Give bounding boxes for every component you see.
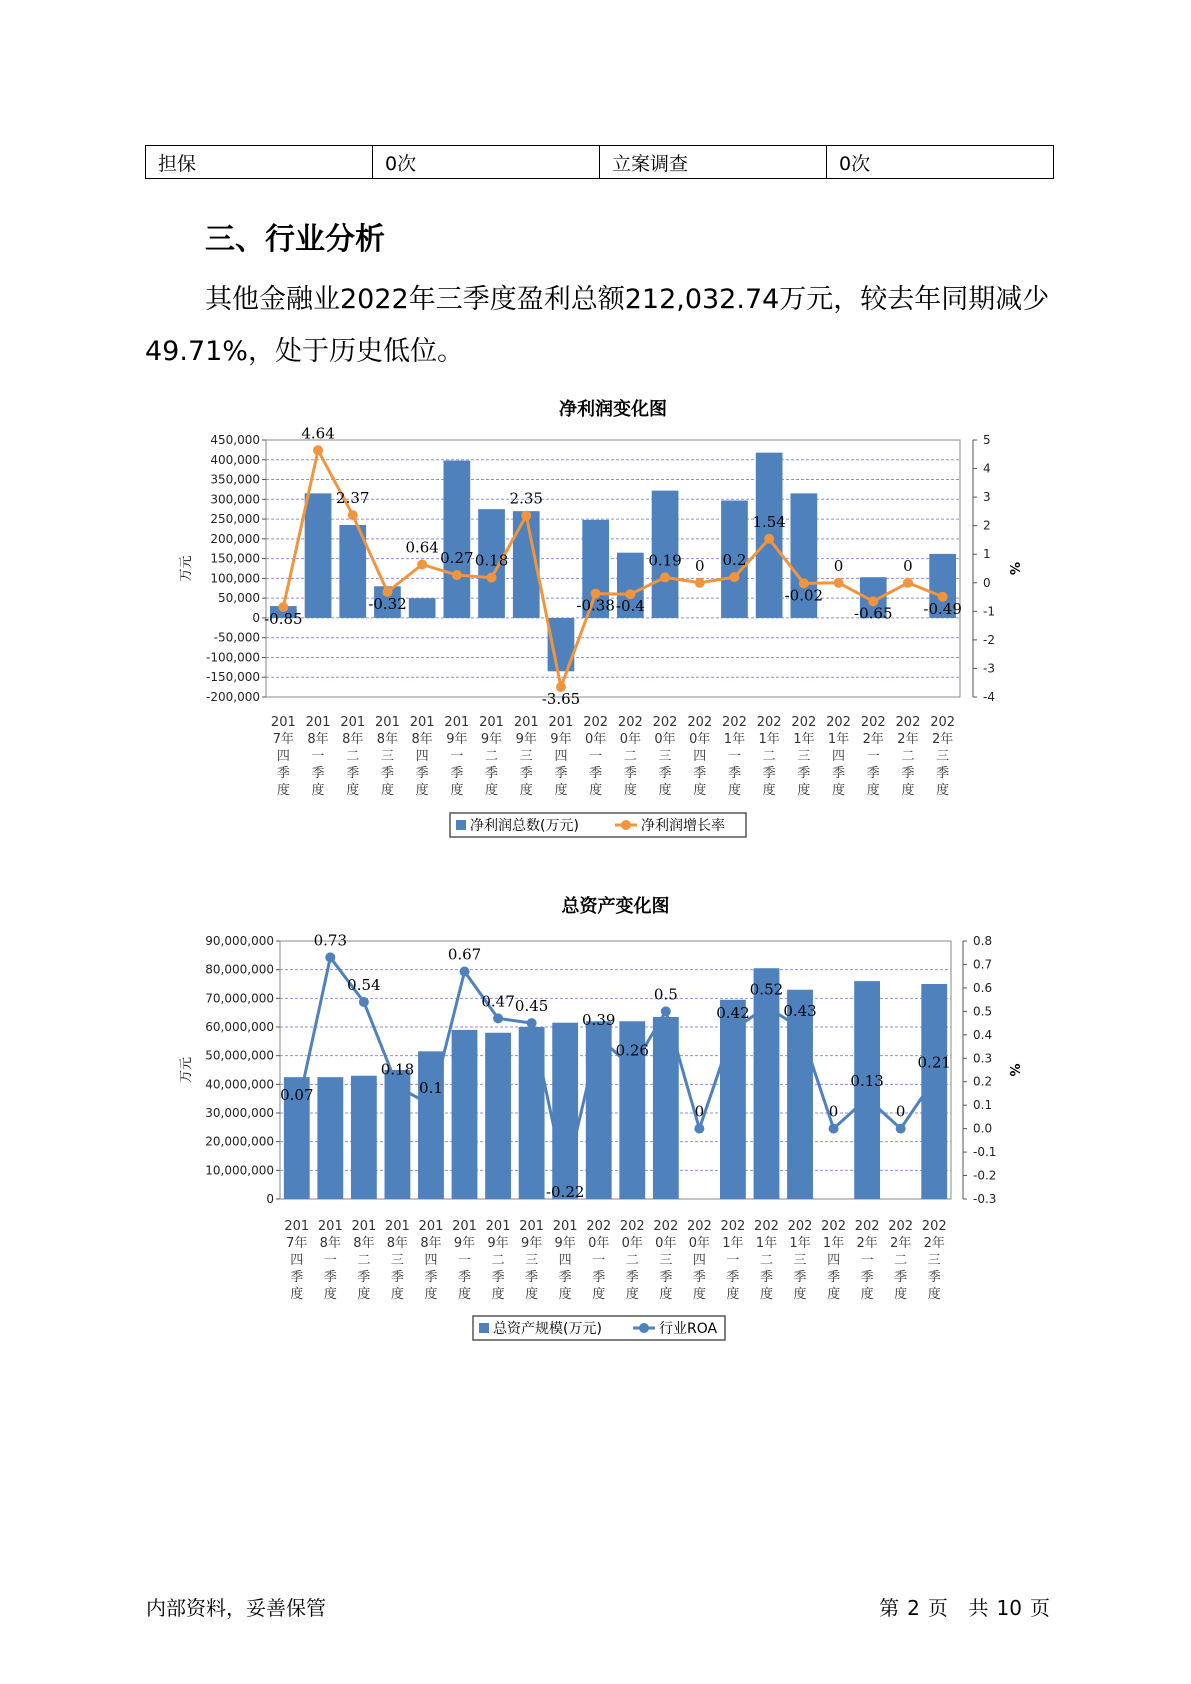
x-tick-label: 201 8年二季度 [351,1219,377,1302]
x-tick-label: 202 2年一季度 [860,715,886,798]
data-label: -0.4 [615,597,645,616]
y-tick-label: -150,000 [206,670,260,685]
x-tick-label: 201 9年三季度 [513,715,539,798]
table-cell: 0次 [373,146,600,179]
section-title: 三、行业分析 [205,222,385,257]
y2-tick-label: 0.1 [973,1098,993,1113]
data-label: 0.2 [722,551,747,570]
data-point [460,966,470,976]
data-label: 0.18 [380,1060,415,1079]
x-tick-label: 201 9年一季度 [452,1219,477,1302]
data-label: 0.13 [850,1072,884,1091]
x-tick-label: 202 1年二季度 [754,1219,779,1302]
y2-tick-label: 0.8 [973,934,993,948]
y-tick-label: 10,000,000 [205,1163,274,1178]
y2-tick-label: 0.6 [973,980,993,995]
x-tick-label: 202 1年四季度 [826,715,851,798]
y2-tick-label: 2 [983,518,991,533]
x-tick-label: 202 0年一季度 [583,715,609,798]
y-tick-label: -200,000 [206,690,260,704]
x-tick-label: 201 8年一季度 [305,715,331,798]
data-label: -0.38 [576,596,615,615]
y2-tick-label: 0 [983,575,991,590]
legend-line-label: 行业ROA [659,1321,718,1337]
x-tick-label: 202 2年一季度 [854,1219,880,1302]
data-label: 0.39 [582,1011,616,1030]
data-label: 0.18 [474,551,509,570]
chart-title: 总资产变化图 [561,896,670,917]
data-label: -0.22 [545,1183,585,1202]
y2-tick-label: 0.5 [973,1004,993,1019]
y2-tick-label: -0.1 [973,1145,997,1160]
data-point [728,1025,738,1035]
legend-bar-swatch [479,1323,489,1333]
data-label: 0 [895,1102,906,1121]
x-tick-label: 202 1年四季度 [821,1219,846,1302]
y-tick-label: 20,000,000 [205,1134,274,1149]
data-point [426,1100,436,1110]
data-label: 0.52 [749,980,784,999]
total-unit: 页 [1030,1596,1050,1620]
bar [351,1076,377,1199]
x-tick-label: 201 8年三季度 [375,715,400,798]
page-prefix: 第 [879,1596,900,1620]
y-tick-label: 150,000 [210,551,260,566]
y-tick-label: 50,000 [218,591,260,606]
data-point [325,952,335,962]
page-num: 2 [907,1596,920,1620]
y2-tick-label: -1 [983,604,995,619]
data-label: 1.54 [752,512,786,531]
data-point [594,1032,604,1042]
x-tick-label: 202 0年四季度 [687,715,713,798]
data-point [829,1124,839,1134]
data-label: -0.32 [368,594,407,613]
x-tick-label: 202 0年一季度 [586,1219,612,1302]
y-tick-label: 80,000,000 [205,962,274,977]
y-tick-label: 70,000,000 [205,991,274,1006]
y-tick-label: 100,000 [210,571,260,586]
data-point [292,1107,302,1117]
x-tick-label: 202 2年二季度 [895,715,921,798]
x-tick-label: 202 1年一季度 [722,715,747,798]
y2-tick-label: 4 [983,461,991,476]
y-tick-label: 30,000,000 [205,1106,274,1120]
data-label: 0.07 [280,1086,314,1105]
table-cell: 立案调查 [600,146,827,179]
chart-title: 净利润变化图 [559,399,667,420]
y2-axis-title: % [1006,1063,1021,1077]
y-tick-label: 200,000 [210,531,260,546]
x-tick-label: 201 9年四季度 [548,715,574,798]
x-tick-label: 201 7年四季度 [284,1219,310,1302]
data-label: 0.54 [347,975,381,994]
data-label: -0.49 [923,599,962,618]
y-tick-label: -100,000 [206,650,260,665]
data-point [627,1063,637,1073]
y-axis-title: 万元 [179,1056,194,1084]
bar [485,1033,511,1199]
x-tick-label: 201 8年二季度 [340,715,366,798]
x-tick-label: 202 0年二季度 [617,715,643,798]
y2-axis-title: % [1006,561,1021,576]
data-label: -0.65 [854,604,893,623]
footer-note: 内部资料，妥善保管 [146,1596,326,1620]
total-num: 10 [996,1596,1022,1620]
x-tick-label: 201 9年四季度 [552,1219,578,1302]
y2-tick-label: -0.3 [973,1192,997,1206]
x-tick-label: 201 9年一季度 [444,715,470,798]
data-label: 0 [833,556,844,575]
y2-tick-label: -3 [983,661,995,676]
data-label: 0 [694,1102,705,1121]
y-tick-label: 0 [252,610,260,625]
y-tick-label: 90,000,000 [205,934,274,948]
x-tick-label: 202 1年三季度 [787,1219,813,1302]
x-tick-label: 202 2年三季度 [921,1219,947,1302]
x-tick-label: 202 0年四季度 [686,1219,712,1302]
y-tick-label: 50,000,000 [205,1048,274,1063]
total-prefix: 共 [968,1596,989,1620]
bar [552,1023,578,1199]
data-label: 0 [903,556,913,575]
data-point [694,1124,704,1134]
x-tick-label: 201 8年四季度 [409,715,435,798]
data-label: 0.19 [648,551,682,570]
y2-tick-label: 0.0 [973,1121,993,1136]
page-number [875,1592,1054,1621]
data-label: 0.5 [653,985,678,1004]
data-point [795,1023,805,1033]
x-tick-label: 201 8年一季度 [317,1219,343,1302]
data-label: 0.47 [481,992,515,1011]
y2-tick-label: -0.2 [973,1168,997,1183]
y2-tick-label: 0.4 [973,1027,993,1042]
y-tick-label: 0 [266,1192,274,1206]
data-label: 4.64 [301,424,335,443]
data-label: 0.67 [447,945,482,964]
data-point [527,1018,537,1028]
legend-line-marker [639,1323,649,1333]
y-tick-label: 40,000,000 [205,1077,274,1092]
x-tick-label: 202 0年三季度 [652,715,678,798]
page-unit: 页 [927,1596,948,1620]
data-label: 0.45 [514,997,549,1016]
table-cell: 0次 [827,146,1054,179]
y2-tick-label: 0.7 [973,957,993,972]
x-tick-label: 201 8年四季度 [418,1219,444,1302]
x-tick-label: 202 0年二季度 [619,1219,645,1302]
x-tick-label: 202 1年二季度 [756,715,782,798]
data-point [896,1124,906,1134]
data-label: 2.35 [509,489,543,508]
x-tick-label: 201 9年二季度 [479,715,504,798]
data-point [661,1006,671,1016]
data-label: 0.64 [405,538,439,557]
bar [452,1030,478,1199]
data-label: 0.73 [313,931,348,950]
data-label: -0.02 [784,586,824,605]
data-point [761,1002,771,1012]
y-tick-label: 450,000 [210,433,260,447]
data-label: 0.42 [716,1004,750,1023]
data-label: -0.85 [264,610,303,629]
data-point [862,1093,872,1103]
data-label: 0.26 [615,1041,649,1060]
y-tick-label: 350,000 [210,472,260,487]
y2-tick-label: 0.3 [973,1051,993,1066]
y2-tick-label: 0.2 [973,1074,993,1089]
x-tick-label: 201 9年二季度 [485,1219,511,1302]
bar [317,1077,343,1199]
analysis-paragraph: 其他金融业2022年三季度盈利总额212,032.74万元，较去年同期减少49.71%，处于历史低位。 [145,284,1050,367]
bar [586,1021,612,1199]
x-tick-label: 201 8年三季度 [385,1219,410,1302]
y2-tick-label: -2 [983,632,995,647]
y-tick-label: -50,000 [213,630,260,645]
data-label: 0.43 [783,1001,817,1020]
y2-tick-label: -4 [983,690,995,704]
table-cell: 担保 [146,146,373,179]
y-tick-label: 250,000 [210,512,260,527]
y2-tick-label: 1 [983,547,991,562]
x-tick-label: 202 1年三季度 [791,715,817,798]
y2-tick-label: 3 [983,490,991,505]
data-label: 0 [828,1102,839,1121]
y2-tick-label: 5 [983,433,991,447]
x-tick-label: 201 9年三季度 [519,1219,545,1302]
y-tick-label: 400,000 [210,452,260,467]
data-point [359,997,369,1007]
data-label: 0.1 [419,1079,443,1098]
data-label: 0.27 [440,549,474,568]
y-tick-label: 300,000 [210,492,260,507]
x-tick-label: 201 7年四季度 [270,715,296,798]
data-label: 0 [694,556,705,575]
data-label: 0.21 [917,1053,951,1072]
bar [519,1027,545,1199]
x-tick-label: 202 1年一季度 [720,1219,746,1302]
legend-bar-label: 总资产规模(万元) [493,1321,602,1337]
legend-line-label: 净利润增长率 [641,818,725,834]
data-point [929,1074,939,1084]
x-tick-label: 202 2年二季度 [888,1219,914,1302]
data-label: -3.65 [541,690,581,709]
x-tick-label: 202 2年三季度 [930,715,956,798]
x-tick-label: 202 0年三季度 [653,1219,679,1302]
data-point [392,1081,402,1091]
legend-bar-label: 净利润总数(万元) [470,818,579,834]
data-label: 2.37 [336,489,370,508]
data-point [493,1013,503,1023]
y-axis-title: 万元 [179,555,194,582]
y-tick-label: 60,000,000 [205,1020,274,1034]
